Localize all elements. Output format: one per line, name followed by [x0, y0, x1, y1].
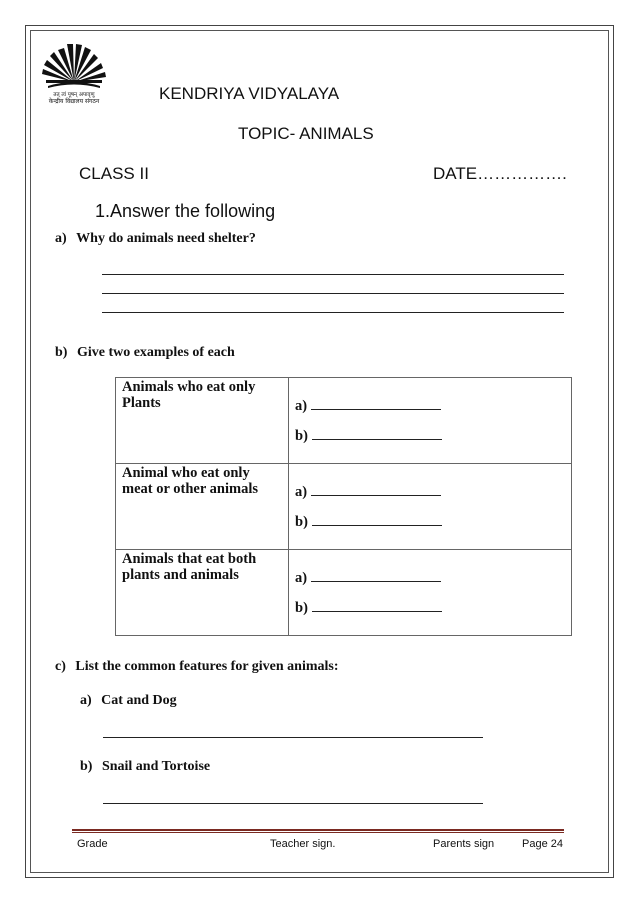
answer-cell	[289, 464, 572, 550]
footer-page-number: Page 24	[522, 838, 563, 850]
category-cell: Animal who eat only meat or other animals	[116, 464, 289, 550]
examples-table	[115, 377, 572, 636]
category-cell: Animals that eat both plants and animals	[116, 550, 289, 636]
answer-slot-b[interactable]: b)	[295, 514, 442, 531]
answer-line-c2[interactable]	[103, 803, 483, 804]
answer-slot-b[interactable]: b)	[295, 428, 442, 445]
school-name: KENDRIYA VIDYALAYA	[159, 84, 340, 103]
answer-cell	[289, 378, 572, 464]
footer-grade: Grade	[77, 838, 108, 850]
answer-line-a2[interactable]	[102, 293, 564, 294]
answer-line-c1[interactable]	[103, 737, 483, 738]
question-c-label: c)	[55, 659, 66, 674]
topic-title: TOPIC- ANIMALS	[238, 124, 374, 143]
question-c-text: List the common features for given animals:	[75, 659, 339, 674]
question-a-label: a)	[55, 231, 67, 246]
answer-slot-a[interactable]: a)	[295, 398, 441, 415]
answer-slot-a[interactable]: a)	[295, 570, 441, 587]
answer-slot-b[interactable]: b)	[295, 600, 442, 617]
category-cell: Animals who eat only Plants	[116, 378, 289, 464]
class-label: CLASS II	[79, 164, 149, 183]
svg-text:तत् त्वं पूषन् अपावृणु: तत् त्वं पूषन् अपावृणु	[53, 92, 95, 98]
footer-parents-sign: Parents sign	[433, 838, 495, 850]
date-field: DATE…………….	[433, 164, 567, 183]
footer-teacher-sign: Teacher sign.	[270, 838, 336, 850]
footer-rule-thin	[72, 832, 564, 833]
svg-text:केन्द्रीय विद्यालय संगठन: केन्द्रीय विद्यालय संगठन	[48, 98, 100, 105]
kvs-logo	[34, 40, 114, 106]
answer-line-a1[interactable]	[102, 274, 564, 275]
answer-slot-a[interactable]: a)	[295, 484, 441, 501]
table-row	[116, 378, 572, 464]
question-b-label: b)	[55, 345, 68, 360]
table-row	[116, 550, 572, 636]
table-row	[116, 464, 572, 550]
answer-line-a3[interactable]	[102, 312, 564, 313]
question-c-part-b: b) Snail and Tortoise	[80, 759, 211, 774]
section-title: 1.Answer the following	[95, 201, 276, 221]
footer-rule	[72, 829, 564, 831]
question-c-part-a: a) Cat and Dog	[80, 693, 177, 708]
question-b-text: Give two examples of each	[76, 345, 235, 360]
question-c	[55, 659, 339, 675]
question-b	[55, 345, 235, 361]
question-a-text: Why do animals need shelter?	[76, 231, 256, 246]
answer-cell	[289, 550, 572, 636]
question-a	[55, 231, 256, 247]
